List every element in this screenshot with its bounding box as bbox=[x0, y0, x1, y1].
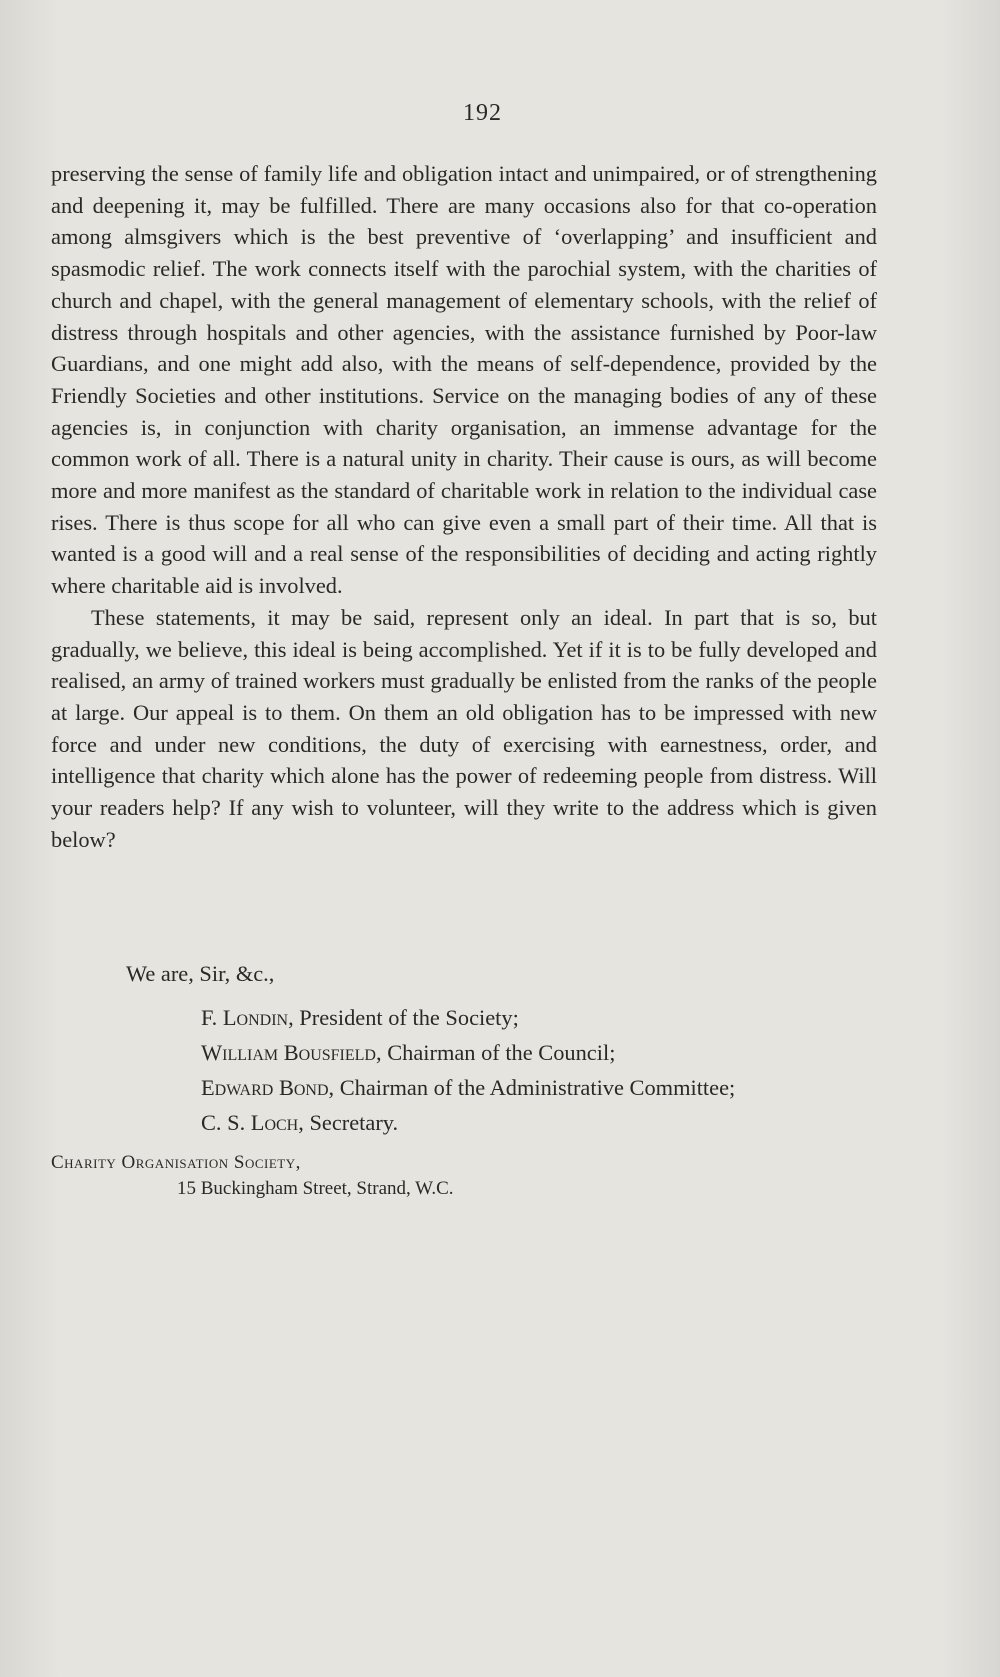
signatory-role: , Chairman of the Council; bbox=[376, 1040, 616, 1065]
address-street: 15 Buckingham Street, Strand, W.C. bbox=[177, 1178, 454, 1199]
paragraph-2: These statements, it may be said, represent only an ideal. In part that is so, but gradually, we believe, this ideal is being accomplished. Yet if it is to be fully developed and realised, an army of trained workers must gradually be enlisted from the ranks of the people at large. Our appeal is to them. On them an old obligation has to be impressed with new force and under new conditions, the duty of exercising with earnestness, order, and intelligence that charity which alone has the power of redeeming people from distress. Will your readers help? If any wish to volunteer, will they write to the address which is given below? bbox=[51, 604, 877, 852]
signatory-bousfield bbox=[201, 1035, 735, 1070]
paragraph-1: preserving the sense of family life and obligation intact and unimpaired, or of strengthening and deepening it, may be fulfilled. There are many occasions also for that co-operation among almsgivers which is the best preventive of ‘overlapping’ and insufficient and spasmodic relief. The work connects itself with the parochial system, with the charities of church and chapel, with the general management of elementary schools, with the relief of distress through hospitals and other agencies, with the assistance furnished by Poor-law Guardians, and one might add also, with the means of self-dependence, provided by the Friendly Societies and other institutions. Service on the managing bodies of any of these agencies is, in conjunction with charity organisation, an immense advantage for the common work of all. There is a natural unity in charity. Their cause is ours, as will become more and more manifest as the standard of charitable work in relation to the individual case rises. There is thus scope for all who can give even a small part of their time. All that is wanted is a good will and a real sense of the responsibilities of deciding and acting rightly where charitable aid is involved. bbox=[51, 161, 877, 599]
signatory-name: C. S. Loch bbox=[201, 1110, 299, 1135]
society-address bbox=[51, 1150, 454, 1202]
signatory-loch bbox=[201, 1105, 735, 1140]
signatory-name: Edward Bond bbox=[201, 1075, 329, 1100]
signatory-role: , Secretary. bbox=[298, 1110, 399, 1135]
page-number: 192 bbox=[463, 100, 502, 126]
address-organisation: Charity Organisation Society, bbox=[51, 1152, 301, 1173]
signatory-list bbox=[201, 1000, 735, 1140]
signatory-role: , Chairman of the Administrative Committee; bbox=[328, 1075, 736, 1100]
closing-salutation: We are, Sir, &c., bbox=[126, 961, 275, 986]
signatory-role: , President of the Society; bbox=[288, 1005, 519, 1030]
signatory-bond bbox=[201, 1070, 735, 1105]
signatory-name: F. Londin bbox=[201, 1005, 289, 1030]
signatory-londin bbox=[201, 1000, 735, 1035]
letter-body bbox=[51, 158, 877, 855]
signatory-name: William Bousfield bbox=[201, 1040, 376, 1065]
